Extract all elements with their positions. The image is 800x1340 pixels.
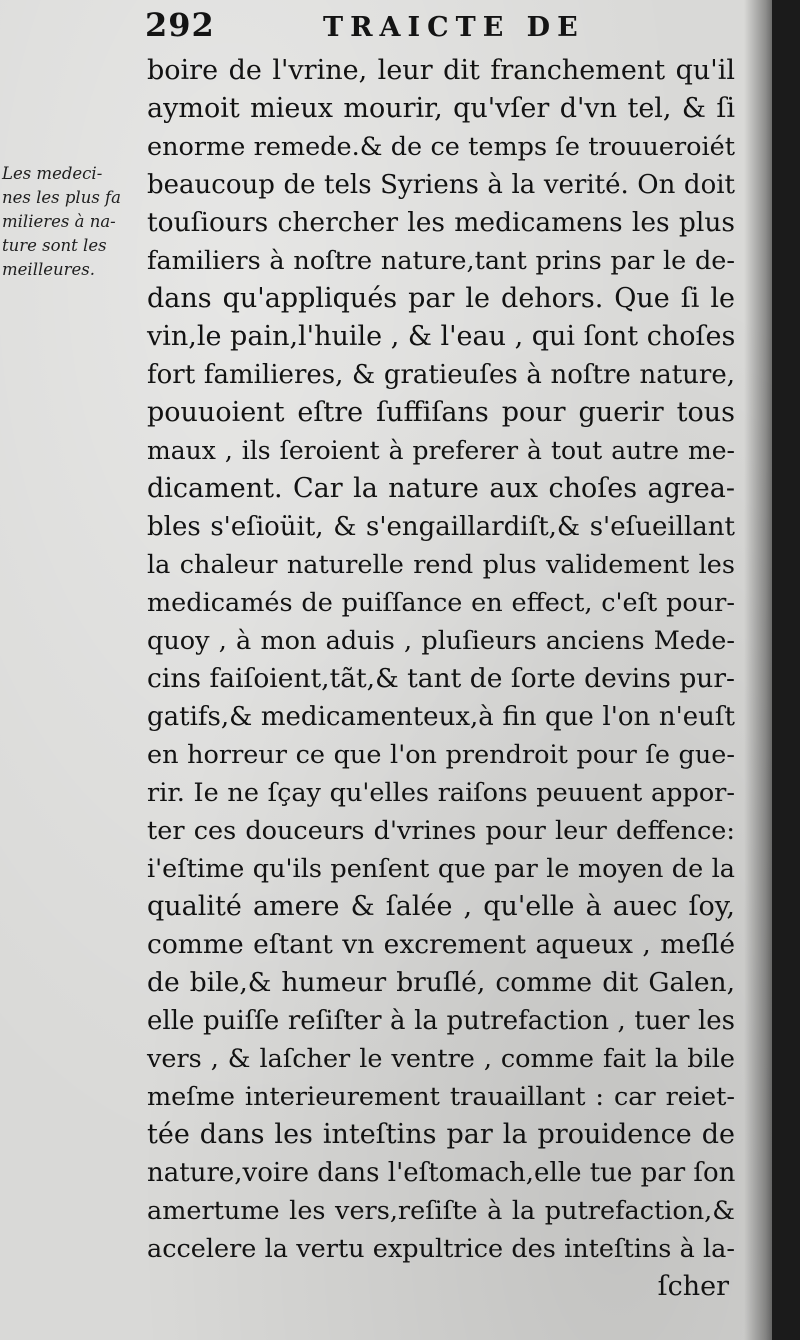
text-line: familiers à noſtre nature,tant prins par le de-	[147, 246, 735, 276]
text-line: cins faiſoient,tãt,& tant de ſorte devins pur-	[147, 663, 735, 694]
body-text	[147, 52, 735, 1306]
page-header	[145, 2, 745, 46]
text-line: dicament. Car la nature aux choſes agrea-	[147, 473, 735, 504]
text-line: touſiours chercher les medicamens les plus	[147, 207, 735, 238]
text-line: beaucoup de tels Syriens à la verité. On doit	[147, 170, 735, 200]
margin-note-line: ture sont les	[2, 236, 107, 255]
text-line: ter ces douceurs d'vrines pour leur deffence:	[147, 816, 735, 846]
text-line: medicamés de puiſſance en effect, c'eſt pour-	[147, 588, 735, 618]
margin-note	[2, 162, 147, 282]
text-line: quoy , à mon aduis , pluſieurs anciens Mede-	[147, 626, 735, 656]
text-line: pouuoient eſtre ſuffiſans pour guerir tous	[147, 397, 735, 428]
text-line: tée dans les inteſtins par la prouidence de	[147, 1119, 735, 1150]
page-number: 292	[145, 6, 215, 44]
text-line: comme eſtant vn excrement aqueux , meſlé	[147, 929, 735, 960]
text-line: fort familieres, & gratieuſes à noſtre nature,	[147, 360, 735, 390]
running-title: TRAICTE DE	[323, 12, 585, 43]
text-line: amertume les vers,reſiſte à la putrefaction,&	[147, 1196, 735, 1226]
text-line: vin,le pain,l'huile , & l'eau , qui ſont choſes	[147, 321, 736, 352]
text-line: vers , & laſcher le ventre , comme fait la bile	[147, 1044, 735, 1074]
text-line: elle puiſſe reſiſter à la putrefaction , tuer les	[147, 1006, 735, 1036]
text-line: accelere la vertu expultrice des inteſtins à la-	[147, 1234, 735, 1264]
page-edge-shadow	[744, 0, 772, 1340]
margin-note-line: milieres à na-	[2, 212, 116, 231]
text-line: rir. Ie ne ſçay qu'elles raiſons peuuent appor-	[147, 778, 735, 808]
text-line: qualité amere & ſalée , qu'elle à auec ſoy,	[147, 891, 735, 922]
text-line: la chaleur naturelle rend plus validement les	[147, 550, 735, 580]
text-line: nature,voire dans l'eſtomach,elle tue par ſon	[147, 1158, 736, 1188]
text-line: aymoit mieux mourir, qu'vſer d'vn tel, & ſi	[147, 93, 735, 124]
margin-note-line: Les medeci-	[2, 164, 103, 183]
text-line: boire de l'vrine, leur dit franchement qu'il	[147, 55, 735, 86]
text-line: enorme remede.& de ce temps ſe trouueroiét	[147, 132, 735, 162]
margin-note-line: meilleures.	[2, 260, 95, 279]
text-line: bles s'eſioüit, & s'engaillardiſt,& s'eſueillant	[147, 512, 735, 542]
text-line: en horreur ce que l'on prendroit pour ſe gue-	[147, 740, 735, 770]
text-line: de bile,& humeur bruſlé, comme dit Galen,	[147, 967, 735, 998]
text-line: maux , ils ſeroient à preferer à tout autre me-	[147, 436, 735, 465]
text-line: gatifs,& medicamenteux,à fin que l'on n'euſt	[147, 702, 735, 732]
text-line: i'eſtime qu'ils penſent que par le moyen de la	[147, 854, 735, 884]
text-line: meſme interieurement trauaillant : car reiet-	[147, 1082, 735, 1112]
catchword: ſcher	[657, 1271, 729, 1302]
margin-note-line: nes les plus fa	[2, 188, 121, 207]
text-line: dans qu'appliqués par le dehors. Que ſi le	[147, 283, 735, 314]
